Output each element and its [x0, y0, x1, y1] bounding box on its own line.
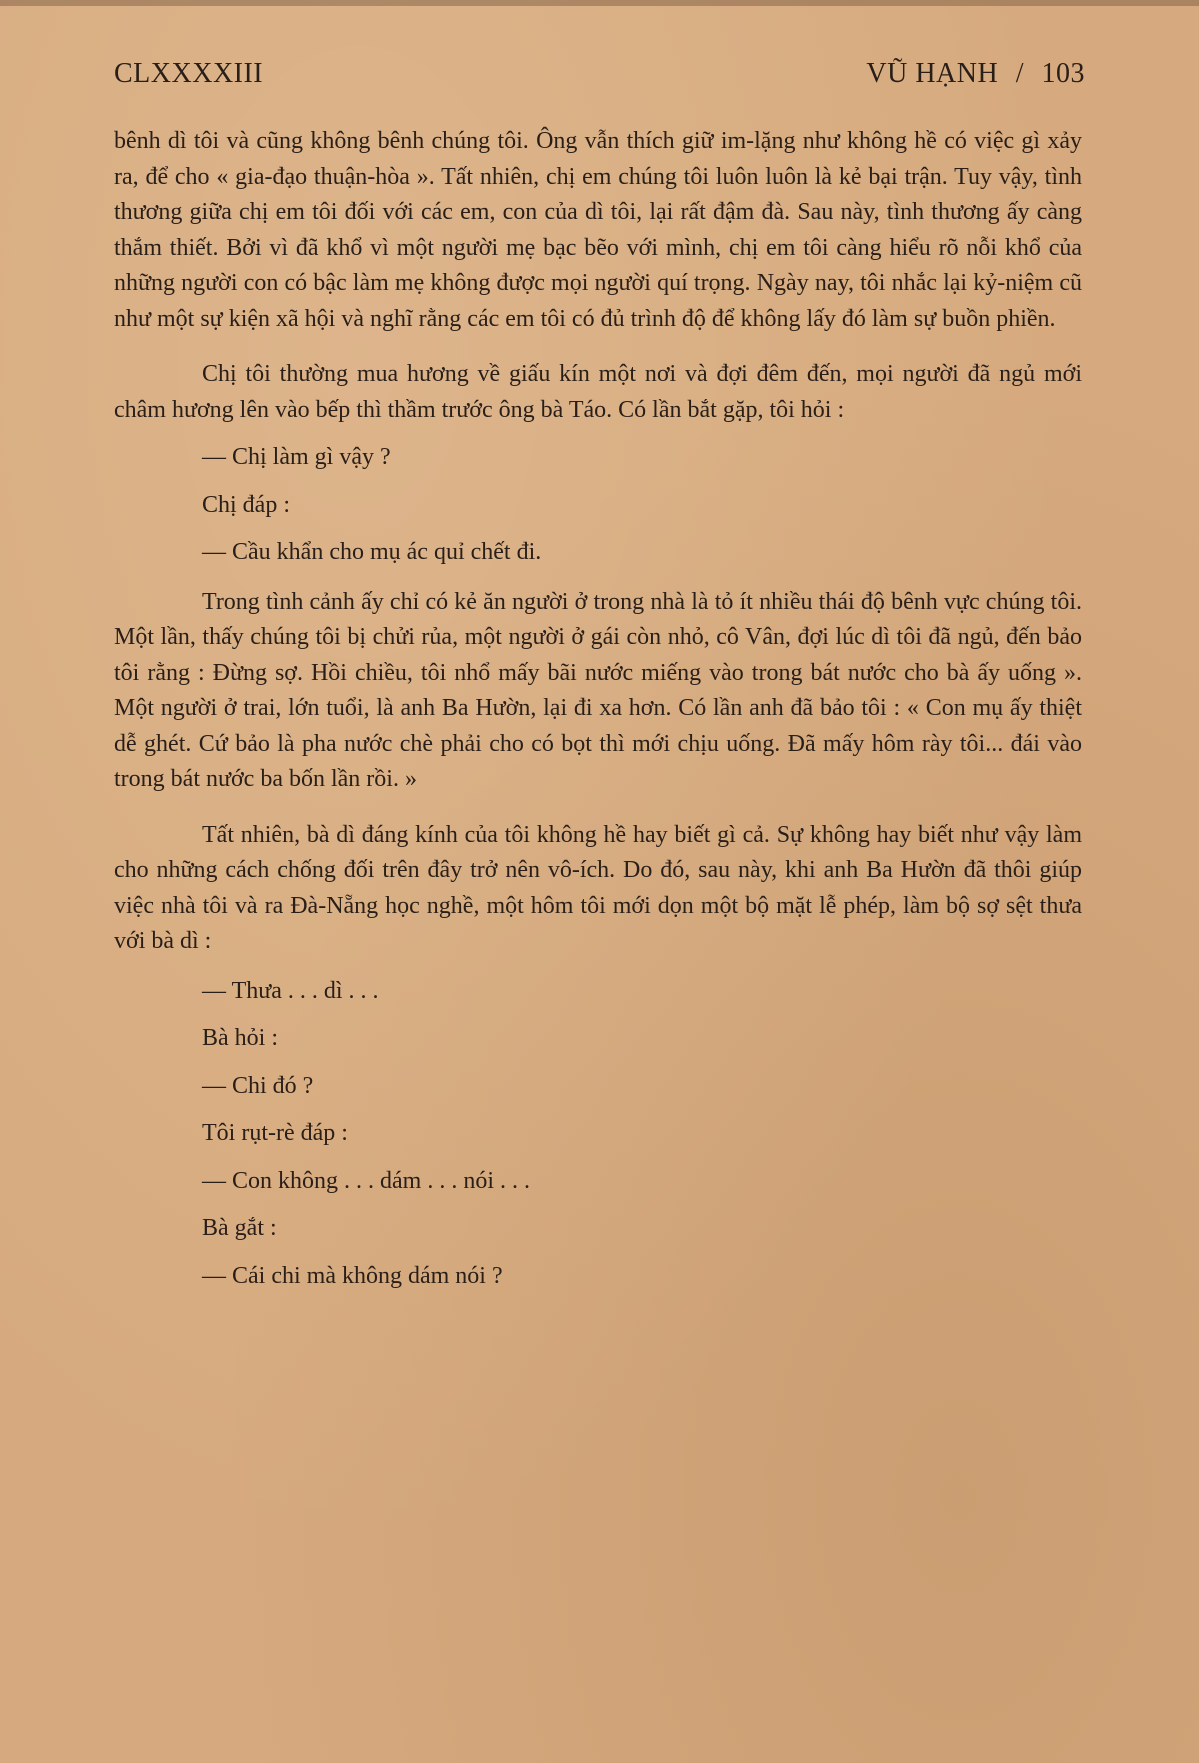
- paragraph: Chị tôi thường mua hương về giấu kín một nơi và đợi đêm đến, mọi người đã ngủ mới châm hương lên vào bếp thì thầm trước ông bà Táo. Có lần bắt gặp, tôi hỏi :: [114, 361, 1082, 423]
- dialogue-line: — Chị làm gì vậy ?: [202, 444, 391, 470]
- dialogue-line: — Thưa . . . dì . . .: [202, 977, 379, 1004]
- dialogue-line: — Con không . . . dám . . . nói . . .: [202, 1167, 530, 1194]
- dialogue-line: Chị đáp :: [202, 491, 290, 518]
- body-text: [114, 124, 1082, 1294]
- chapter-number: CLXXXXIII: [114, 58, 264, 89]
- dialogue-line: — Cái chi mà không dám nói ?: [202, 1262, 503, 1289]
- dialogue-line: Bà hỏi :: [202, 1025, 278, 1051]
- dialogue-line: Tôi rụt-rè đáp :: [202, 1120, 348, 1146]
- running-header: [114, 58, 1085, 98]
- header-separator: /: [1015, 58, 1024, 89]
- author-name: VŨ HẠNH: [866, 58, 999, 89]
- page-number: 103: [1041, 58, 1085, 89]
- dialogue-line: Bà gắt :: [202, 1215, 277, 1241]
- author-page-number: [856, 58, 1085, 90]
- dialogue-line: — Chi đó ?: [202, 1072, 314, 1099]
- paragraph: bênh dì tôi và cũng không bênh chúng tôi. Ông vẫn thích giữ im-lặng như không hề có việc gì xảy ra, để cho « gia-đạo thuận-hòa ». Tất nhiên, chị em chúng tôi luôn luôn là kẻ bại trận. Tuy vậy, tình thương giữa chị em tôi đối với các em, con của dì tôi, lại rất đậm đà. Sau này, tình thương ấy càng thắm thiết. Bởi vì đã khổ vì một người mẹ bạc bẽo với mình, chị em tôi càng hiểu rõ nỗi khổ của những người con có bậc làm mẹ không được mọi người quí trọng. Ngày nay, tôi nhắc lại kỷ-niệm cũ như một sự kiện xã hội và nghĩ rằng các em tôi có đủ trình độ để không lấy đó làm sự buồn phiền.: [114, 128, 1082, 332]
- paragraph: Trong tình cảnh ấy chỉ có kẻ ăn người ở trong nhà là tỏ ít nhiều thái độ bênh vực chúng tôi. Một lần, thấy chúng tôi bị chửi rủa, một người ở gái còn nhỏ, cô Vân, đợi lúc dì tôi đã ngủ, đến bảo tôi rằng : Đừng sợ. Hồi chiều, tôi nhổ mấy bãi nước miếng vào trong bát nước cho bà ấy uống ». Một người ở trai, lớn tuổi, là anh Ba Hườn, lại đi xa hơn. Có lần anh đã bảo tôi : « Con mụ ấy thiệt dễ ghét. Cứ bảo là pha nước chè phải cho có bọt thì mới chịu uống. Đã mấy hôm rày tôi... đái vào trong bát nước ba bốn lần rồi. »: [114, 588, 1082, 792]
- paragraph: Tất nhiên, bà dì đáng kính của tôi không hề hay biết gì cả. Sự không hay biết như vậy làm cho những cách chống đối trên đây trở nên vô-ích. Do đó, sau này, khi anh Ba Hườn đã thôi giúp việc nhà tôi và ra Đà-Nẵng học nghề, một hôm tôi mới dọn một bộ mặt lễ phép, làm bộ sợ sệt thưa với bà dì :: [114, 821, 1082, 954]
- dialogue-line: — Cầu khẩn cho mụ ác quỉ chết đi.: [202, 539, 542, 565]
